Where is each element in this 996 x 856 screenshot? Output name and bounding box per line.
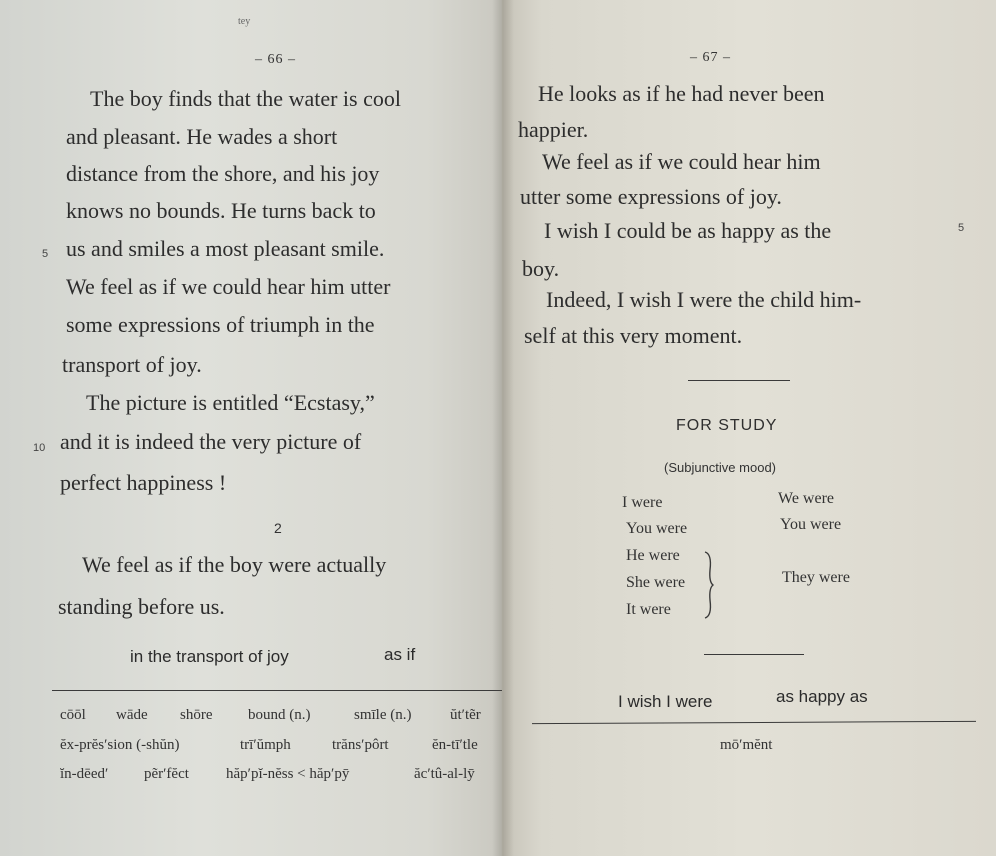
- section-number: 2: [274, 520, 282, 536]
- line-number: 5: [42, 248, 49, 260]
- phrase: in the transport of joy: [130, 647, 289, 666]
- conjugation-singular: She were: [626, 574, 686, 591]
- text-line: I wish I could be as happy as the: [544, 218, 832, 243]
- study-heading: FOR STUDY: [676, 417, 778, 434]
- page-number: ‒ 66 ‒: [255, 52, 296, 67]
- phrase: as happy as: [776, 687, 868, 706]
- text-line: some expressions of triumph in the: [66, 312, 375, 337]
- text-line: distance from the shore, and his joy: [66, 161, 380, 186]
- text-line: self at this very moment.: [524, 323, 743, 348]
- divider-rule: [52, 690, 502, 691]
- brace-icon: [702, 550, 716, 620]
- vocab-word: ăc′tû-al-lȳ: [414, 766, 475, 782]
- text-line: knows no bounds. He turns back to: [66, 198, 376, 223]
- vocab-word: wāde: [116, 707, 148, 723]
- conjugation-plural: You were: [780, 516, 842, 533]
- text-line: We feel as if the boy were actually: [82, 552, 387, 577]
- text-line: We feel as if we could hear him: [542, 149, 821, 174]
- text-line: The boy finds that the water is cool: [90, 86, 401, 111]
- page-number: ‒ 67 ‒: [690, 50, 731, 65]
- vocab-word: hăp′pĭ-nĕss < hăp′pȳ: [226, 766, 350, 782]
- text-line: happier.: [518, 117, 589, 142]
- text-line: us and smiles a most pleasant smile.: [66, 236, 385, 261]
- vocab-word: bound (n.): [248, 707, 311, 723]
- conjugation-singular: It were: [626, 601, 671, 618]
- vocab-word: ĕn-tī′tle: [432, 737, 478, 753]
- text-line: boy.: [522, 256, 560, 281]
- vocab-word: cōōl: [60, 707, 86, 723]
- corner-mark: tey: [238, 16, 251, 27]
- text-line: utter some expressions of joy.: [520, 184, 782, 209]
- text-line: perfect happiness !: [60, 470, 227, 495]
- line-number: 5: [958, 222, 965, 234]
- short-rule: [688, 380, 790, 381]
- vocab-word: shōre: [180, 707, 213, 723]
- vocab-word: trī′ŭmph: [240, 737, 291, 753]
- text-line: standing before us.: [58, 594, 225, 619]
- right-page: [502, 0, 996, 856]
- text-line: Indeed, I wish I were the child him-: [546, 287, 862, 312]
- text-line: and it is indeed the very picture of: [60, 429, 362, 454]
- vocab-word: pẽr′fĕct: [144, 766, 189, 782]
- vocab-word: smīle (n.): [354, 707, 412, 723]
- text-line: We feel as if we could hear him utter: [66, 274, 391, 299]
- vocab-word: ĕx-prĕs′sion (-shŭn): [60, 737, 180, 753]
- book-gutter: [492, 0, 514, 856]
- study-subheading: (Subjunctive mood): [664, 460, 776, 475]
- short-rule: [704, 654, 804, 655]
- text-line: and pleasant. He wades a short: [66, 124, 338, 149]
- divider-rule: [532, 721, 976, 724]
- vocab-word: mō′mĕnt: [720, 737, 773, 753]
- conjugation-singular: He were: [626, 547, 680, 564]
- phrase: I wish I were: [618, 692, 713, 711]
- vocab-word: ĭn-dēed′: [60, 766, 109, 782]
- line-number: 10: [33, 442, 46, 454]
- conjugation-plural: They were: [782, 569, 850, 586]
- conjugation-singular: I were: [622, 494, 663, 511]
- vocab-word: trăns′pôrt: [332, 737, 389, 753]
- text-line: transport of joy.: [62, 352, 202, 377]
- text-line: He looks as if he had never been: [538, 81, 825, 106]
- conjugation-singular: You were: [626, 520, 688, 537]
- phrase: as if: [384, 645, 416, 664]
- vocab-word: ŭt′tẽr: [450, 707, 481, 723]
- text-line: The picture is entitled “Ecstasy,”: [86, 390, 375, 415]
- conjugation-plural: We were: [778, 490, 835, 507]
